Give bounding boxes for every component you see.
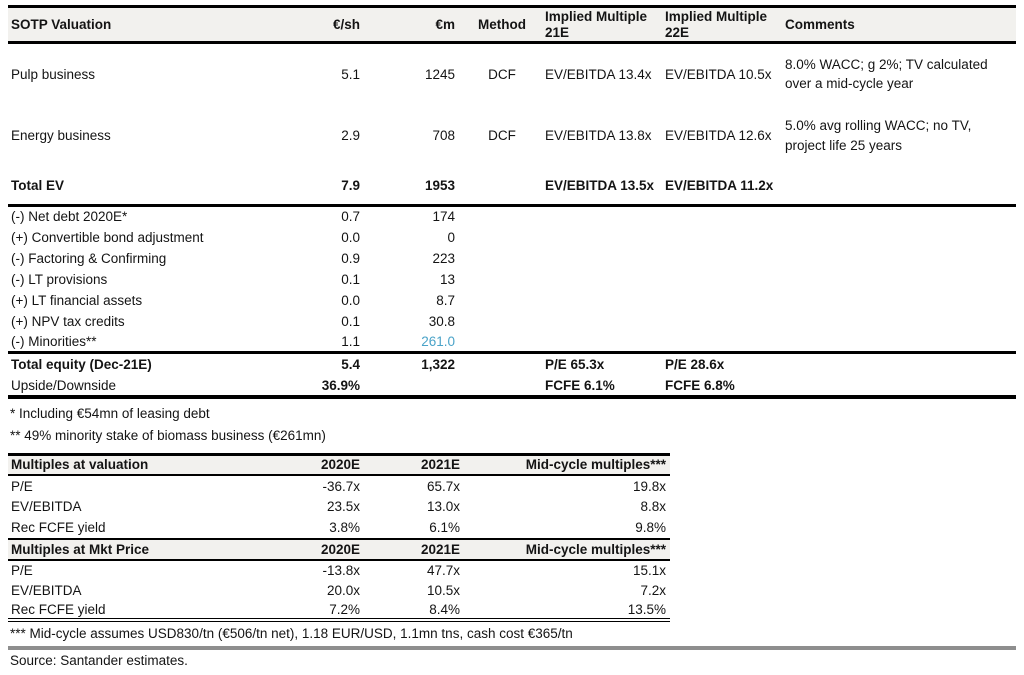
- table-cell: [542, 227, 662, 248]
- table-row: [8, 105, 1016, 167]
- table-cell: EV/EBITDA 13.8x: [545, 127, 652, 143]
- column-header: 2021E: [368, 539, 468, 560]
- table-cell: 15.1x: [632, 563, 666, 579]
- table-cell: [462, 269, 542, 290]
- table-cell: [462, 227, 542, 248]
- table-row: [8, 475, 670, 496]
- table-cell: 223: [432, 250, 455, 266]
- table-cell: 1,322: [421, 357, 455, 373]
- table-cell: 7.2x: [640, 582, 666, 598]
- table-row: [8, 227, 1016, 248]
- table-cell: P/E 65.3x: [545, 357, 605, 373]
- column-header: 2021E: [368, 454, 468, 475]
- multiples-at-valuation-table: [8, 453, 670, 539]
- table-cell: [782, 332, 1016, 353]
- table-cell: DCF: [488, 66, 516, 82]
- column-header: Implied Multiple 21E: [542, 7, 662, 43]
- table-cell: Total equity (Dec-21E): [11, 357, 152, 373]
- sotp-body: [8, 43, 1016, 397]
- table-cell: 708: [432, 127, 455, 143]
- table-cell: [662, 206, 782, 227]
- table-cell: P/E: [11, 563, 33, 579]
- table-cell: (-) Net debt 2020E*: [11, 209, 128, 225]
- table-row: [8, 376, 1016, 397]
- table-cell: P/E: [11, 478, 33, 494]
- valuation-header-row: [8, 454, 670, 475]
- table-cell: [782, 248, 1016, 269]
- table-cell: EV/EBITDA 10.5x: [665, 66, 772, 82]
- table-cell: [782, 290, 1016, 311]
- table-cell: 7.9: [304, 167, 368, 206]
- table-cell: [542, 332, 662, 353]
- table-cell: 8.8x: [640, 499, 666, 515]
- column-header: 2020E: [292, 539, 368, 560]
- column-header: Method: [462, 7, 542, 43]
- table-cell: 1245: [424, 66, 455, 82]
- table-row: [8, 43, 1016, 105]
- table-row: [8, 353, 1016, 376]
- column-header: Comments: [782, 7, 1016, 43]
- table-cell: (+) NPV tax credits: [11, 313, 125, 329]
- table-cell: 13: [439, 271, 455, 287]
- table-cell: 8.0% WACC; g 2%; TV calculated over a mid-cycle year: [785, 56, 988, 92]
- table-row: [8, 517, 670, 538]
- table-cell: 5.1: [341, 66, 360, 82]
- table-cell: [462, 353, 542, 376]
- table-cell: [542, 248, 662, 269]
- table-cell: 13.5%: [468, 600, 670, 620]
- table-row: [8, 248, 1016, 269]
- table-cell: 5.0% avg rolling WACC; no TV, project life 25 years: [785, 117, 972, 153]
- table-cell: [462, 290, 542, 311]
- table-cell: EV/EBITDA: [11, 499, 82, 515]
- table-cell: [662, 269, 782, 290]
- footnote-mid-cycle: *** Mid-cycle assumes USD830/tn (€506/tn net), 1.18 EUR/USD, 1.1mn tns, cash cost €365/tn: [10, 626, 573, 642]
- table-cell: 0.1: [341, 271, 360, 287]
- multiples-at-mkt-price-table: [8, 538, 670, 622]
- table-cell: (-) Minorities**: [8, 332, 304, 353]
- table-row: [8, 311, 1016, 332]
- table-cell: 0.0: [341, 229, 360, 245]
- table-cell: 174: [432, 209, 455, 225]
- table-row: [8, 560, 670, 580]
- table-cell: 7.2%: [292, 600, 368, 620]
- column-header: Mid-cycle multiples***: [468, 539, 670, 560]
- divider-bar: [8, 646, 1016, 650]
- table-row: [8, 167, 1016, 206]
- table-cell: [462, 376, 542, 397]
- table-cell: 9.8%: [635, 520, 666, 536]
- table-cell: 19.8x: [632, 478, 666, 494]
- table-cell: Rec FCFE yield: [8, 600, 292, 620]
- table-cell: [782, 376, 1016, 397]
- table-cell: 36.9%: [304, 376, 368, 397]
- sotp-footnotes: [8, 403, 1016, 447]
- table-cell: [462, 167, 542, 206]
- table-cell: 0.0: [341, 292, 360, 308]
- table-cell: (+) Convertible bond adjustment: [11, 229, 204, 245]
- table-cell: 10.5x: [426, 582, 460, 598]
- table-cell: 0.1: [341, 313, 360, 329]
- footnote-minority-stake: ** 49% minority stake of biomass business (€261mn): [10, 427, 326, 443]
- table-cell: DCF: [488, 127, 516, 143]
- table-cell: 65.7x: [426, 478, 460, 494]
- table-cell: [782, 311, 1016, 332]
- table-cell: [782, 269, 1016, 290]
- market-header-row: [8, 539, 670, 560]
- table-row: [8, 496, 670, 517]
- table-cell: 3.8%: [329, 520, 360, 536]
- valuation-body: [8, 475, 670, 538]
- table-cell: (+) LT financial assets: [11, 292, 143, 308]
- column-header: €m: [368, 7, 462, 43]
- source-note: Source: Santander estimates.: [10, 653, 188, 669]
- sotp-header-row: [8, 7, 1016, 43]
- table-cell: 5.4: [341, 357, 360, 373]
- table-cell: EV/EBITDA: [11, 582, 82, 598]
- table-cell: [662, 290, 782, 311]
- column-header: Implied Multiple 22E: [662, 7, 782, 43]
- table-cell: (-) Factoring & Confirming: [11, 250, 167, 266]
- table-cell: 8.7: [436, 292, 455, 308]
- table-cell: [782, 353, 1016, 376]
- table-cell: [662, 227, 782, 248]
- table-cell: 1953: [368, 167, 462, 206]
- table-cell: 20.0x: [326, 582, 360, 598]
- table-cell: [782, 167, 1016, 206]
- table-cell: 261.0: [368, 332, 462, 353]
- table-row: [8, 600, 670, 620]
- column-header: SOTP Valuation: [8, 7, 304, 43]
- column-header: €/sh: [304, 7, 368, 43]
- table-cell: 0: [447, 229, 455, 245]
- table-cell: 8.4%: [368, 600, 468, 620]
- table-cell: [662, 311, 782, 332]
- table-row: [8, 206, 1016, 227]
- table-cell: Total EV: [8, 167, 304, 206]
- table-cell: FCFE 6.8%: [662, 376, 782, 397]
- table-cell: [542, 206, 662, 227]
- table-cell: 30.8: [428, 313, 455, 329]
- table-row: [8, 290, 1016, 311]
- table-cell: [462, 248, 542, 269]
- table-cell: (-) LT provisions: [11, 271, 108, 287]
- table-cell: [542, 290, 662, 311]
- table-cell: [462, 206, 542, 227]
- table-cell: EV/EBITDA 11.2x: [662, 167, 782, 206]
- table-cell: [662, 248, 782, 269]
- table-cell: 23.5x: [326, 499, 360, 515]
- column-header: Multiples at Mkt Price: [8, 539, 292, 560]
- table-cell: 2.9: [341, 127, 360, 143]
- table-cell: [462, 332, 542, 353]
- table-cell: [542, 311, 662, 332]
- table-cell: [462, 311, 542, 332]
- table-cell: 1.1: [304, 332, 368, 353]
- table-cell: 0.9: [341, 250, 360, 266]
- table-cell: 0.7: [341, 209, 360, 225]
- table-cell: Rec FCFE yield: [11, 520, 106, 536]
- market-body: [8, 560, 670, 620]
- table-cell: EV/EBITDA 13.5x: [542, 167, 662, 206]
- sotp-valuation-table: [8, 5, 1016, 399]
- column-header: 2020E: [292, 454, 368, 475]
- table-cell: Energy business: [11, 127, 111, 143]
- table-cell: [782, 206, 1016, 227]
- table-cell: FCFE 6.1%: [542, 376, 662, 397]
- table-cell: [662, 332, 782, 353]
- column-header: Mid-cycle multiples***: [468, 454, 670, 475]
- footnote-leasing-debt: * Including €54mn of leasing debt: [10, 405, 210, 421]
- table-cell: [542, 269, 662, 290]
- table-cell: P/E 28.6x: [665, 357, 725, 373]
- column-header: Multiples at valuation: [8, 454, 292, 475]
- table-cell: EV/EBITDA 13.4x: [545, 66, 652, 82]
- table-cell: -13.8x: [322, 563, 360, 579]
- table-cell: EV/EBITDA 12.6x: [665, 127, 772, 143]
- table-cell: Upside/Downside: [8, 376, 304, 397]
- table-cell: 47.7x: [426, 563, 460, 579]
- table-cell: [782, 227, 1016, 248]
- table-cell: -36.7x: [322, 478, 360, 494]
- table-cell: 13.0x: [426, 499, 460, 515]
- table-cell: Pulp business: [11, 66, 96, 82]
- table-row: [8, 332, 1016, 353]
- table-cell: [368, 376, 462, 397]
- table-row: [8, 269, 1016, 290]
- table-cell: 6.1%: [429, 520, 460, 536]
- table-row: [8, 580, 670, 600]
- multiples-section: [8, 453, 1016, 623]
